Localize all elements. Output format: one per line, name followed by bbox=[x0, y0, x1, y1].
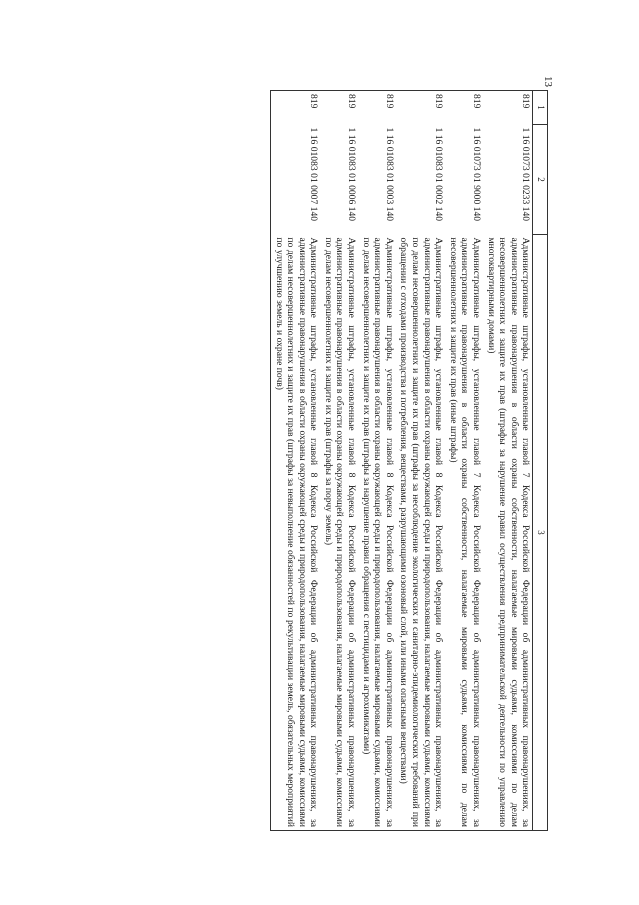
budget-code-cell: 1 16 01083 01 0006 140 bbox=[346, 127, 358, 222]
description-cell: Административные штрафы, установленные главой 8 Кодекса Российской Федерации об административных правонарушениях, за административные правонарушения в области охраны окружающей среды и природопользования, налагаемые мировыми судьями, комиссиями по делам несовершеннолетних и защите их прав (штрафы за нарушение правил обращения с пестицидами и агрохимикатами) bbox=[358, 235, 396, 831]
table-row bbox=[358, 91, 396, 831]
budget-code-cell: 1 16 01083 01 0002 140 bbox=[433, 127, 445, 222]
budget-code-cell: 1 16 01083 01 0003 140 bbox=[383, 127, 395, 222]
budget-code-cell: 1 16 01083 01 0007 140 bbox=[270, 125, 320, 235]
rotated-table-container bbox=[118, 90, 548, 830]
description-cell: Административные штрафы, установленные главой 8 Кодекса Российской Федерации об административных правонарушениях, за административные правонарушения в области охраны окружающей среды и природопользования, налагаемые мировыми судьями, комиссиями по делам несовершеннолетних и защите их прав (штрафы за порчу земель) bbox=[320, 235, 358, 831]
page-number: 13 bbox=[542, 76, 554, 87]
table-row bbox=[270, 91, 320, 831]
table-row bbox=[396, 91, 445, 831]
table-row bbox=[445, 91, 483, 831]
table-header-row bbox=[533, 91, 548, 831]
admin-code-cell: 819 bbox=[320, 91, 358, 125]
admin-code-cell: 819 bbox=[483, 91, 533, 125]
budget-code-cell: 1 16 01073 01 0233 140 bbox=[520, 127, 532, 222]
admin-code-cell: 819 bbox=[396, 91, 445, 125]
header-col-2: 2 bbox=[533, 125, 548, 235]
description-cell: Административные штрафы, установленные главой 7 Кодекса Российской Федерации об административных правонарушениях, за административные правонарушения в области охраны собственности, налагаемые мировыми судьями, комиссиями по делам несовершеннолетних и защите их прав (штрафы за нарушение правил осуществления предпринимательской деятельности по управлению многоквартирными домами) bbox=[483, 235, 533, 831]
admin-code-cell: 819 bbox=[358, 91, 396, 125]
budget-code-cell: 1 16 01073 01 9000 140 bbox=[471, 127, 483, 222]
table-row bbox=[483, 91, 533, 831]
admin-code-cell: 819 bbox=[270, 91, 320, 125]
revenue-codes-table bbox=[270, 90, 548, 831]
description-cell: Административные штрафы, установленные главой 8 Кодекса Российской Федерации об административных правонарушениях, за административные правонарушения в области охраны окружающей среды и природопользования, налагаемые мировыми судьями, комиссиями по делам несовершеннолетних и защите их прав (штрафы за невыполнение обязанностей по рекультивации земель, обязательных мероприятий по улучшению земель и охране почв) bbox=[270, 235, 320, 831]
description-cell: Административные штрафы, установленные главой 8 Кодекса Российской Федерации об административных правонарушениях, за административные правонарушения в области охраны окружающей среды и природопользования, налагаемые мировыми судьями, комиссиями по делам несовершеннолетних и защите их прав (штрафы за несоблюдение экологических и санитарно-эпидемиологических требований при обращении с отходами производства и потребления, веществами, разрушающими озоновый слой, или иными опасными веществами) bbox=[396, 235, 445, 831]
description-cell: Административные штрафы, установленные главой 7 Кодекса Российской Федерации об административных правонарушениях, за административные правонарушения в области охраны собственности, налагаемые мировыми судьями, комиссиями по делам несовершеннолетних и защите их прав (иные штрафы) bbox=[445, 235, 483, 831]
table-row bbox=[320, 91, 358, 831]
header-col-3: 3 bbox=[533, 235, 548, 831]
header-col-1: 1 bbox=[533, 91, 548, 125]
admin-code-cell: 819 bbox=[445, 91, 483, 125]
